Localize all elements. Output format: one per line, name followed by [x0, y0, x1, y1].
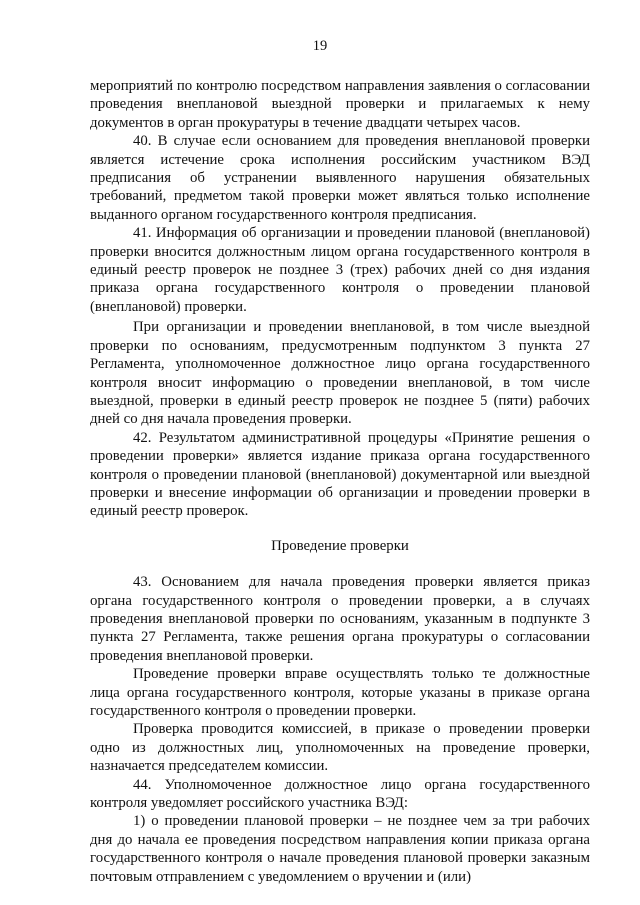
paragraph-44-item-1: 1) о проведении плановой проверки – не позднее чем за три рабочих дня до начала ее проведения посредством направления копии приказа органа государственного контроля о начале проведения плановой проверки заказным почтовым отправлением с уведомлением о вручении и (или)	[90, 813, 590, 885]
paragraph-43-officials: Проведение проверки вправе осуществлять только те должностные лица органа государственного контроля, которые указаны в приказе органа государственного контроля о проведении проверки.	[90, 666, 590, 719]
paragraph-continuation: мероприятий по контролю посредством направления заявления о согласовании проведения внеплановой выездной проверки и прилагаемых к нему документов в орган прокуратуры в течение двадцати четырех часов.	[90, 78, 590, 131]
paragraph-43-commission: Проверка проводится комиссией, в приказе о проведении проверки одно из должностных лиц, уполномоченных на проведение проверки, назначается председателем комиссии.	[90, 721, 590, 775]
paragraph-40: 40. В случае если основанием для проведения внеплановой проверки является истечение срока исполнения российским участником ВЭД предписания об устранении выявленного нарушения обязательных требований, предметом такой проверки может являться только исполнение выданного органом государственного контроля предписания.	[90, 133, 590, 223]
page-number: 19	[312, 38, 328, 54]
paragraph-43: 43. Основанием для начала проведения проверки является приказ органа государственного контроля о проведении проверки, а в случаях проведения внеплановой проверки по основаниям, указанным в подпункте 3 пункта 27 Регламента, также решения органа прокуратуры о согласовании проведения внеплановой проверки.	[90, 574, 590, 664]
section-heading: Проведение проверки	[271, 537, 409, 554]
document-body	[90, 77, 590, 886]
paragraph-42: 42. Результатом административной процедуры «Принятие решения о проведении проверки» является издание приказа органа государственного контроля о проведении плановой (внеплановой) документарной или выездной проверки и внесение информации об организации и проведении проверки в единый реестр проверок.	[90, 429, 590, 520]
paragraph-44: 44. Уполномоченное должностное лицо органа государственного контроля уведомляет российского участника ВЭД:	[90, 776, 590, 812]
paragraph-41: 41. Информация об организации и проведении плановой (внеплановой) проверки вносится должностным лицом органа государственного контроля в единый реестр проверок не позднее 3 (трех) рабочих дней со дня издания приказа органа государственного контроля о проведении плановой (внеплановой) проверки.	[90, 225, 590, 315]
paragraph-41-extra: При организации и проведении внеплановой, в том числе выездной проверки по основаниям, предусмотренным подпунктом 3 пункта 27 Регламента, уполномоченное должностное лицо органа государственного контроля вносит информацию о проведении внеплановой, в том числе выездной, проверки в единый реестр проверок не позднее 5 (пяти) рабочих дней со дня начала проведения проверки.	[90, 319, 590, 428]
